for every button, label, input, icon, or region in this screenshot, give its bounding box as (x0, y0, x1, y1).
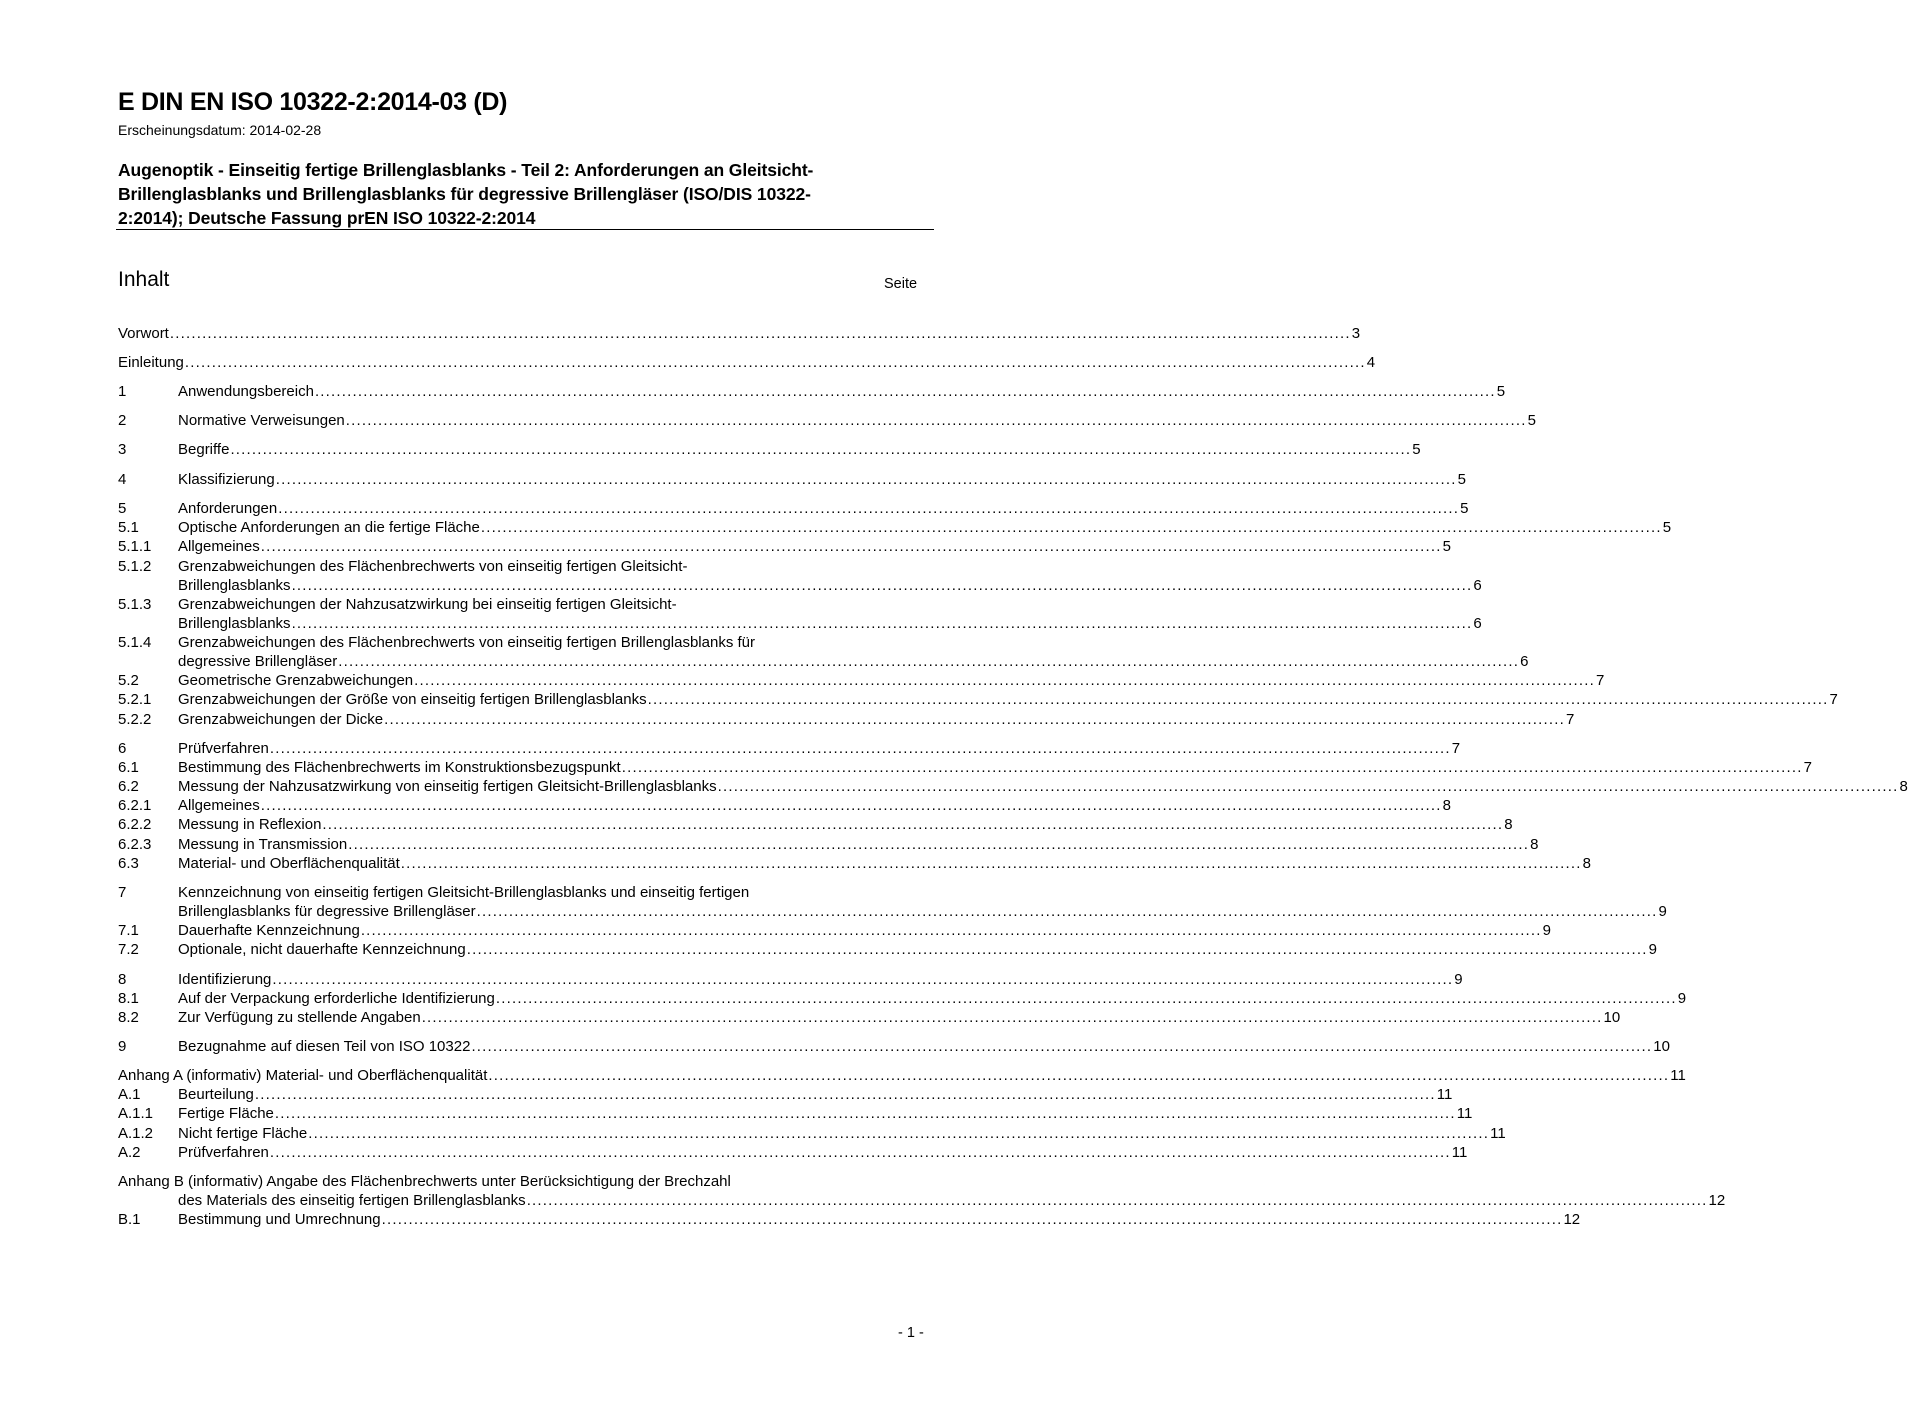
toc-entry-page: 8 (1504, 816, 1513, 833)
toc-heading: Inhalt (118, 268, 170, 291)
toc-entry-title: Anforderungen (178, 500, 278, 517)
toc-entry[interactable] (118, 921, 1552, 940)
toc-entry[interactable] (118, 595, 931, 614)
toc-entry[interactable] (118, 1037, 1670, 1056)
toc-entry-page: 12 (1708, 1192, 1726, 1209)
toc-entry[interactable] (118, 440, 1421, 459)
toc-entry-title: des Materials des einseitig fertigen Brillenglasblanks (178, 1192, 526, 1209)
toc-entry[interactable] (118, 1124, 1506, 1143)
toc-dot-leader: ............................................................................................................................................................................................................................ (488, 1067, 1670, 1084)
toc-entry-page: 5 (1460, 500, 1469, 517)
toc-entry-title-row (118, 1172, 931, 1191)
toc-entry-title: Allgemeines (178, 797, 260, 814)
toc-entry-number: 1 (118, 383, 127, 400)
toc-entry-page: 5 (1412, 441, 1421, 458)
toc-entry-title-row (178, 1143, 1468, 1162)
toc-entry-page: 7 (1451, 740, 1461, 757)
toc-entry-page: 12 (1563, 1211, 1581, 1228)
toc-entry-page: 9 (1542, 922, 1552, 939)
toc-entry-number: 4 (118, 471, 127, 488)
toc-entry-title: Optionale, nicht dauerhafte Kennzeichnung (178, 941, 466, 958)
toc-entry-page: 8 (1582, 855, 1591, 872)
toc-entry-title: Kennzeichnung von einseitig fertigen Gleitsicht-Brillenglasblanks und einseitig fertigen (178, 884, 750, 901)
toc-entry-title: Grenzabweichungen des Flächenbrechwerts von einseitig fertigen Brillenglasblanks für (178, 634, 755, 651)
toc-entry-page: 10 (1603, 1009, 1621, 1026)
toc-entry-page: 5 (1662, 519, 1672, 536)
toc-entry-number: A.1.1 (118, 1105, 154, 1122)
toc-entry[interactable] (118, 815, 1513, 834)
toc-entry[interactable] (118, 1104, 1473, 1123)
toc-entry-number: 6.2.3 (118, 836, 152, 853)
toc-entry-number: A.1 (118, 1086, 141, 1103)
toc-dot-leader: ............................................................................................................................................................................................................................ (291, 577, 1473, 594)
toc-entry-title: Dauerhafte Kennzeichnung (178, 922, 360, 939)
toc-entry-title-row (178, 518, 1672, 537)
toc-dot-leader: ............................................................................................................................................................................................................................ (360, 922, 1542, 939)
toc-entry-title: Brillenglasblanks (178, 615, 291, 632)
toc-dot-leader: ............................................................................................................................................................................................................................ (269, 1144, 1451, 1161)
toc-entry-page: 10 (1653, 1038, 1670, 1055)
document-title (118, 158, 933, 230)
toc-entry-number: 5.1.2 (118, 558, 152, 575)
toc-entry[interactable] (118, 537, 1451, 556)
toc-entry-number: 5.1.4 (118, 634, 152, 651)
toc-entry-title: Normative Verweisungen (178, 412, 345, 429)
toc-entry-number: A.2 (118, 1144, 141, 1161)
toc-dot-leader: ............................................................................................................................................................................................................................ (291, 615, 1473, 632)
toc-entry-number: 8.2 (118, 1009, 139, 1026)
toc-entry-title-row (178, 537, 1451, 556)
toc-entry-title: Optische Anforderungen an die fertige Fläche (178, 519, 480, 536)
toc-entry-number: 3 (118, 441, 127, 458)
toc-entry-title: Anhang B (informativ) Angabe des Flächenbrechwerts unter Berücksichtigung der Brechzahl (118, 1173, 731, 1190)
toc-entry[interactable] (118, 576, 1482, 595)
toc-entry-title-row (178, 758, 1812, 777)
toc-entry[interactable] (118, 652, 1529, 671)
toc-dot-leader: ............................................................................................................................................................................................................................ (260, 797, 1442, 814)
toc-entry[interactable] (118, 1066, 1686, 1085)
toc-dot-leader: ............................................................................................................................................................................................................................ (647, 691, 1829, 708)
toc-entry-number: 6.2 (118, 778, 139, 795)
toc-dot-leader: ............................................................................................................................................................................................................................ (345, 412, 1527, 429)
toc-entry[interactable] (118, 614, 1482, 633)
toc-entry[interactable] (118, 411, 1536, 430)
toc-entry[interactable] (118, 1143, 1468, 1162)
toc-entry-title-row (178, 777, 1908, 796)
publication-date: Erscheinungsdatum: 2014-02-28 (118, 122, 322, 138)
toc-entry-title: Geometrische Grenzabweichungen (178, 672, 414, 689)
toc-entry-title-row (178, 902, 1667, 921)
toc-entry-title-row (178, 1104, 1473, 1123)
toc-dot-leader: ............................................................................................................................................................................................................................ (254, 1086, 1436, 1103)
toc-entry[interactable] (118, 989, 1687, 1008)
toc-entry-title-row (178, 1124, 1506, 1143)
toc-entry-title-row (178, 382, 1506, 401)
toc-entry-title-row (178, 883, 931, 902)
toc-entry-title-row (178, 970, 1463, 989)
toc-entry-title-row (178, 499, 1469, 518)
toc-entry-title-row (178, 1008, 1621, 1027)
toc-entry-title: Begriffe (178, 441, 230, 458)
toc-entry-title: Anwendungsbereich (178, 383, 314, 400)
toc-entry[interactable] (118, 1008, 1621, 1027)
toc-entry-page: 5 (1527, 412, 1536, 429)
toc-entry-page: 7 (1829, 691, 1838, 708)
toc-entry-title: Anhang A (informativ) Material- und Oberflächenqualität (118, 1067, 488, 1084)
toc-entry-page: 11 (1670, 1067, 1686, 1084)
toc-dot-leader: ............................................................................................................................................................................................................................ (348, 836, 1530, 853)
toc-entry-title: Bestimmung des Flächenbrechwerts im Konstruktionsbezugspunkt (178, 759, 621, 776)
toc-entry-title-row (178, 614, 1482, 633)
toc-entry-page: 6 (1473, 577, 1482, 594)
toc-dot-leader: ............................................................................................................................................................................................................................ (184, 354, 1366, 371)
toc-entry-page: 11 (1456, 1105, 1473, 1122)
toc-dot-leader: ............................................................................................................................................................................................................................ (260, 538, 1442, 555)
toc-entry-title-row (178, 921, 1552, 940)
toc-entry[interactable] (118, 777, 1908, 796)
toc-entry-title-row (178, 854, 1591, 873)
toc-entry-number: 7.1 (118, 922, 139, 939)
toc-entry-number: 8 (118, 971, 127, 988)
toc-entry-title: Brillenglasblanks (178, 577, 291, 594)
toc-entry[interactable] (118, 557, 931, 576)
toc-entry-title: Prüfverfahren (178, 740, 269, 757)
toc-entry[interactable] (118, 1085, 1453, 1104)
toc-dot-leader: ............................................................................................................................................................................................................................ (274, 1105, 1456, 1122)
toc-entry-title: degressive Brillengläser (178, 653, 338, 670)
page-number: - 1 - (898, 1325, 924, 1341)
toc-entry-title: Nicht fertige Fläche (178, 1125, 308, 1142)
toc-entry[interactable] (118, 854, 1591, 873)
toc-entry[interactable] (118, 1210, 1581, 1229)
toc-dot-leader: ............................................................................................................................................................................................................................ (414, 672, 1595, 689)
toc-entry[interactable] (118, 739, 1461, 758)
toc-dot-leader: ............................................................................................................................................................................................................................ (322, 816, 1504, 833)
title-line: Augenoptik - Einseitig fertige Brillenglasblanks - Teil 2: Anforderungen an Gleitsicht- (118, 160, 814, 180)
toc-entry[interactable] (118, 1172, 931, 1191)
toc-entry-title: Messung der Nahzusatzwirkung von einseitig fertigen Gleitsicht-Brillenglasblanks (178, 778, 717, 795)
toc-entry-title-row (178, 671, 1605, 690)
toc-entry-title: Material- und Oberflächenqualität (178, 855, 400, 872)
toc-entry-title: Messung in Transmission (178, 836, 348, 853)
toc-entry-title: Prüfverfahren (178, 1144, 269, 1161)
toc-entry-number: 5.1.3 (118, 596, 152, 613)
toc-entry-page: 7 (1803, 759, 1812, 776)
toc-entry-title-row (178, 411, 1536, 430)
toc-entry-title: Identifizierung (178, 971, 272, 988)
toc-entry-title-row (178, 1037, 1670, 1056)
toc-entry-page: 8 (1530, 836, 1539, 853)
toc-entry-title: Auf der Verpackung erforderliche Identifizierung (178, 990, 495, 1007)
toc-entry[interactable] (118, 883, 931, 902)
toc-entry-page: 9 (1677, 990, 1687, 1007)
toc-entry-title: Messung in Reflexion (178, 816, 322, 833)
toc-entry-title-row (178, 690, 1838, 709)
toc-dot-leader: ............................................................................................................................................................................................................................ (272, 971, 1454, 988)
toc-entry[interactable] (118, 835, 1539, 854)
toc-entry-number: 9 (118, 1038, 127, 1055)
toc-entry-title-row (178, 1085, 1453, 1104)
toc-entry-number: 6 (118, 740, 127, 757)
toc-dot-leader: ............................................................................................................................................................................................................................ (275, 471, 1457, 488)
toc-dot-leader: ............................................................................................................................................................................................................................ (471, 1038, 1653, 1055)
toc-dot-leader: ............................................................................................................................................................................................................................ (717, 778, 1899, 795)
toc-entry-title-row (178, 739, 1461, 758)
toc-entry-title: Einleitung (118, 354, 184, 371)
toc-entry-title: Allgemeines (178, 538, 260, 555)
toc-entry[interactable] (118, 710, 1575, 729)
toc-entry-title-row (178, 989, 1687, 1008)
toc-entry-title-row (178, 576, 1482, 595)
toc-entry-title: Klassifizierung (178, 471, 275, 488)
toc-entry-page: 9 (1454, 971, 1463, 988)
toc-entry-title-row (178, 1210, 1581, 1229)
toc-entry-title: Brillenglasblanks für degressive Brillengläser (178, 903, 476, 920)
toc-dot-leader: ............................................................................................................................................................................................................................ (480, 519, 1662, 536)
toc-entry-page: 11 (1490, 1125, 1506, 1142)
toc-entry[interactable] (118, 796, 1451, 815)
toc-dot-leader: ............................................................................................................................................................................................................................ (169, 325, 1351, 342)
toc-entry-title-row (178, 796, 1451, 815)
toc-entry-title: Vorwort (118, 325, 169, 342)
toc-entry[interactable] (118, 382, 1506, 401)
toc-entry-title: Grenzabweichungen der Dicke (178, 711, 384, 728)
toc-dot-leader: ............................................................................................................................................................................................................................ (526, 1192, 1708, 1209)
toc-entry-page: 8 (1442, 797, 1451, 814)
toc-entry-title: Zur Verfügung zu stellende Angaben (178, 1009, 421, 1026)
toc-entry-number: 5 (118, 500, 127, 517)
toc-entry-page: 7 (1565, 711, 1575, 728)
toc-entry-number: 5.1 (118, 519, 139, 536)
toc-entry[interactable] (118, 690, 1838, 709)
toc-entry-page: 9 (1648, 941, 1657, 958)
toc-entry-page: 9 (1658, 903, 1667, 920)
toc-entry-page: 5 (1496, 383, 1506, 400)
toc-entry[interactable] (118, 758, 1812, 777)
page-column-label: Seite (884, 276, 918, 292)
toc-dot-leader: ............................................................................................................................................................................................................................ (476, 903, 1658, 920)
toc-entry-title-row (118, 353, 1376, 372)
toc-entry-title: Grenzabweichungen der Nahzusatzwirkung bei einseitig fertigen Gleitsicht- (178, 596, 677, 613)
toc-entry-title: Bestimmung und Umrechnung (178, 1211, 381, 1228)
toc-entry-title: Bezugnahme auf diesen Teil von ISO 10322 (178, 1038, 471, 1055)
toc-dot-leader: ............................................................................................................................................................................................................................ (314, 383, 1496, 400)
toc-entry-page: 5 (1442, 538, 1451, 555)
toc-entry[interactable] (118, 499, 1469, 518)
toc-entry-page: 3 (1351, 325, 1361, 342)
toc-entry[interactable] (118, 1191, 1726, 1210)
toc-entry-title-row (178, 440, 1421, 459)
toc-entry-page: 7 (1596, 672, 1605, 689)
toc-entry-page: 6 (1520, 653, 1529, 670)
toc-entry[interactable] (118, 470, 1466, 489)
toc-entry-title-row (178, 835, 1539, 854)
toc-entry-title: Grenzabweichungen der Größe von einseitig fertigen Brillenglasblanks (178, 691, 647, 708)
toc-entry-title: Beurteilung (178, 1086, 254, 1103)
toc-entry-page: 11 (1451, 1144, 1468, 1161)
toc-dot-leader: ............................................................................................................................................................................................................................ (381, 1211, 1563, 1228)
toc-dot-leader: ............................................................................................................................................................................................................................ (400, 855, 1582, 872)
toc-entry-number: 6.1 (118, 759, 139, 776)
toc-entry-page: 8 (1899, 778, 1908, 795)
document-id: E DIN EN ISO 10322-2:2014-03 (D) (118, 88, 508, 116)
toc-entry-number: 8.1 (118, 990, 139, 1007)
toc-entry-title-row (178, 595, 931, 614)
toc-entry-number: 7.2 (118, 941, 139, 958)
toc-entry-title-row (178, 1191, 1726, 1210)
title-line: Brillenglasblanks und Brillenglasblanks für degressive Brillengläser (ISO/DIS 10322- (118, 184, 811, 204)
toc-entry[interactable] (118, 970, 1463, 989)
toc-dot-leader: ............................................................................................................................................................................................................................ (495, 990, 1677, 1007)
toc-dot-leader: ............................................................................................................................................................................................................................ (621, 759, 1803, 776)
toc-entry-number: 5.2.1 (118, 691, 152, 708)
toc-entry-title-row (178, 557, 931, 576)
toc-entry-title-row (178, 633, 931, 652)
toc-entry-page: 4 (1366, 354, 1376, 371)
toc-entry-title-row (178, 710, 1575, 729)
toc-dot-leader: ............................................................................................................................................................................................................................ (338, 653, 1520, 670)
toc-entry-title-row (118, 1066, 1686, 1085)
toc-entry[interactable] (118, 633, 931, 652)
title-rule (116, 229, 934, 230)
toc-dot-leader: ............................................................................................................................................................................................................................ (384, 711, 1565, 728)
toc-entry[interactable] (118, 671, 1605, 690)
toc-entry[interactable] (118, 940, 1657, 959)
toc-dot-leader: ............................................................................................................................................................................................................................ (278, 500, 1460, 517)
toc-entry[interactable] (118, 518, 1672, 537)
toc-entry-number: 5.2 (118, 672, 139, 689)
toc-entry-page: 6 (1473, 615, 1482, 632)
toc-dot-leader: ............................................................................................................................................................................................................................ (269, 740, 1451, 757)
toc-entry-number: 6.3 (118, 855, 139, 872)
toc-entry-number: 2 (118, 412, 127, 429)
toc-entry[interactable] (118, 902, 1667, 921)
toc-dot-leader: ............................................................................................................................................................................................................................ (230, 441, 1412, 458)
toc-entry-number: 6.2.1 (118, 797, 152, 814)
toc-entry-page: 11 (1436, 1086, 1453, 1103)
toc-entry[interactable] (118, 324, 1361, 343)
toc-entry-number: 5.2.2 (118, 711, 152, 728)
title-line: 2:2014); Deutsche Fassung prEN ISO 10322-2:2014 (118, 208, 536, 228)
toc-entry-title-row (118, 324, 1361, 343)
toc-entry-title: Fertige Fläche (178, 1105, 274, 1122)
toc-entry-number: 6.2.2 (118, 816, 152, 833)
toc-entry-page: 5 (1457, 471, 1466, 488)
toc-entry-number: 5.1.1 (118, 538, 152, 555)
toc-entry-title-row (178, 652, 1529, 671)
toc-dot-leader: ............................................................................................................................................................................................................................ (466, 941, 1648, 958)
toc-entry-title-row (178, 815, 1513, 834)
toc-entry[interactable] (118, 353, 1376, 372)
toc-entry-number: A.1.2 (118, 1125, 154, 1142)
toc-entry-number: 7 (118, 884, 127, 901)
toc-entry-title: Grenzabweichungen des Flächenbrechwerts von einseitig fertigen Gleitsicht- (178, 558, 688, 575)
toc-dot-leader: ............................................................................................................................................................................................................................ (308, 1125, 1490, 1142)
toc-entry-number: B.1 (118, 1211, 141, 1228)
toc-dot-leader: ............................................................................................................................................................................................................................ (421, 1009, 1603, 1026)
toc-entry-title-row (178, 470, 1466, 489)
toc-entry-title-row (178, 940, 1657, 959)
